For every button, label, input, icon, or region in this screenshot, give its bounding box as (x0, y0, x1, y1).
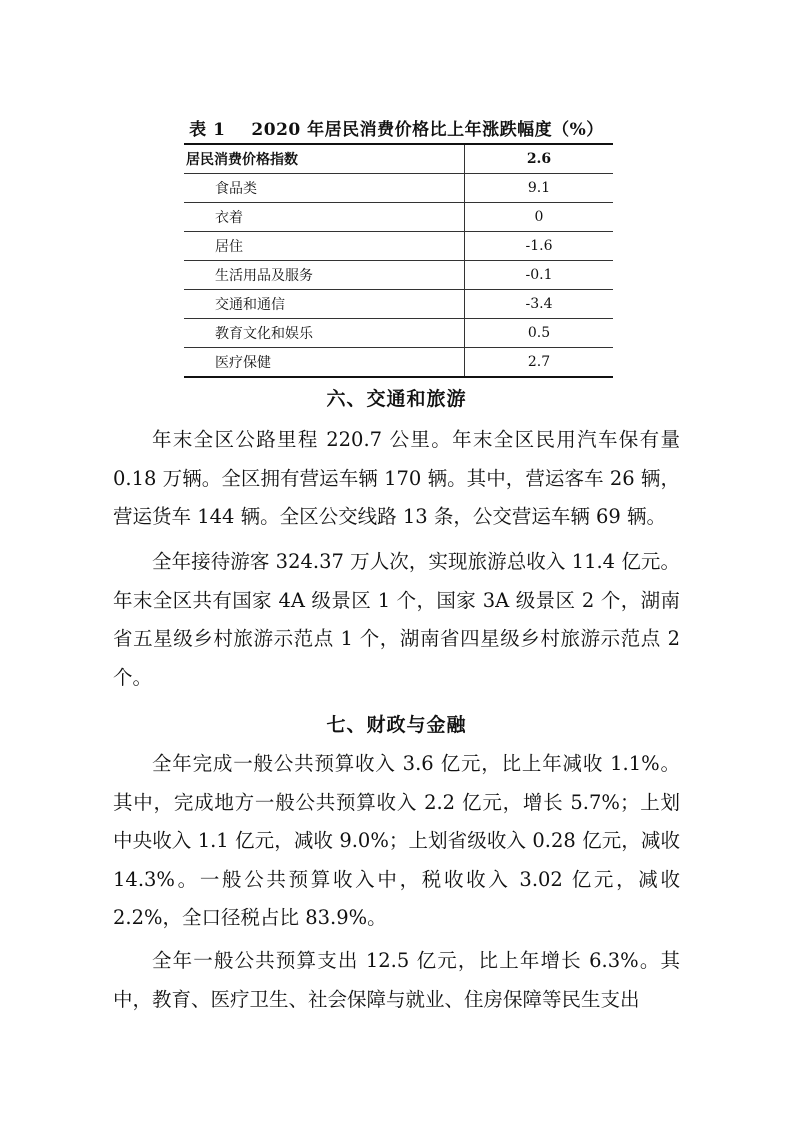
table-row (184, 290, 613, 319)
paragraph-transport: 年末全区公路里程 220.7 公里。年末全区民用汽车保有量 0.18 万辆。全区拥有营运车辆 170 辆。其中，营运客车 26 辆，营运货车 144 辆。全区公交线路 13 条，公交营运车辆 69 辆。 (113, 428, 680, 529)
row-value: 9.1 (465, 174, 614, 203)
row-value: 2.7 (465, 348, 614, 378)
paragraph-tourism: 全年接待游客 324.37 万人次，实现旅游总收入 11.4 亿元。年末全区共有国家 4A 级景区 1 个，国家 3A 级景区 2 个，湖南省五星级乡村旅游示范点 1 个，湖南省四星级乡村旅游示范点 2 个。 (113, 550, 680, 689)
table-row (184, 261, 613, 290)
table-row (184, 319, 613, 348)
row-label: 食品类 (184, 174, 465, 203)
row-label: 居民消费价格指数 (184, 144, 465, 174)
row-value: -3.4 (465, 290, 614, 319)
section-heading-finance: 七、财政与金融 (326, 714, 467, 736)
table-row (184, 174, 613, 203)
table-row (184, 203, 613, 232)
row-label: 医疗保健 (184, 348, 465, 378)
table-row (184, 348, 613, 378)
row-label: 教育文化和娱乐 (184, 319, 465, 348)
table-row (184, 232, 613, 261)
cpi-table (184, 143, 613, 378)
row-label: 衣着 (184, 203, 465, 232)
section-heading-transport-tourism: 六、交通和旅游 (326, 388, 467, 410)
row-value: 2.6 (465, 144, 614, 174)
paragraph-budget-expenditure: 全年一般公共预算支出 12.5 亿元，比上年增长 6.3%。其中，教育、医疗卫生、社会保障与就业、住房保障等民生支出 (113, 949, 680, 1011)
row-value: 0 (465, 203, 614, 232)
table-caption-number: 表 1 (189, 120, 226, 140)
table-row (184, 144, 613, 174)
row-label: 生活用品及服务 (184, 261, 465, 290)
table-caption (0, 115, 793, 140)
row-label: 居住 (184, 232, 465, 261)
row-label: 交通和通信 (184, 290, 465, 319)
row-value: 0.5 (465, 319, 614, 348)
row-value: -0.1 (465, 261, 614, 290)
paragraph-budget-revenue: 全年完成一般公共预算收入 3.6 亿元，比上年减收 1.1%。其中，完成地方一般公共预算收入 2.2 亿元，增长 5.7%；上划中央收入 1.1 亿元，减收 9.0%；上划省级收入 0.28 亿元，减收 14.3%。一般公共预算收入中，税收收入 3.02 亿元，减收 2.2%，全口径税占比 83.9%。 (113, 752, 680, 930)
row-value: -1.6 (465, 232, 614, 261)
table-caption-text: 2020 年居民消费价格比上年涨跌幅度（%） (251, 120, 604, 140)
